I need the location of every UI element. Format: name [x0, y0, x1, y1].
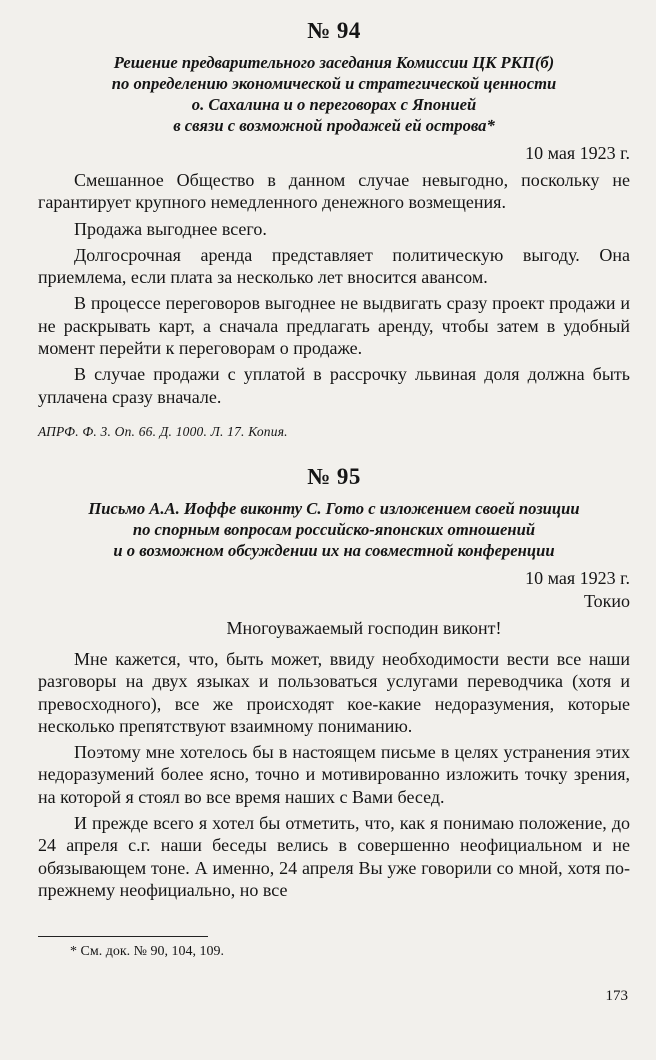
footnote: * См. док. № 90, 104, 109. [70, 944, 224, 959]
document-94 [38, 18, 630, 440]
doc-94-paragraph: Продажа выгоднее всего. [74, 218, 267, 239]
doc-95-title [44, 498, 624, 561]
doc-94-paragraph: Смешанное Общество в данном случае невыгодно, поскольку не гарантирует крупного немедленного денежного возмещения. [38, 170, 630, 213]
doc-95-paragraph: Мне кажется, что, быть может, ввиду необходимости вести все наши разговоры на двух языках и пользоваться услугами переводчика (хотя и превосходного), все же происходят кое-какие недоразумения, которые несколько препятствуют взаимному пониманию. [38, 648, 630, 736]
page-content [38, 0, 630, 901]
doc-95-title-line: по спорным вопросам российско-японских отношений [132, 519, 536, 539]
doc-94-date: 10 мая 1923 г. [525, 143, 630, 163]
document-95 [38, 464, 630, 901]
doc-94-title-line: о. Сахалина и о переговорах с Японией [191, 95, 477, 114]
doc-95-paragraph: Поэтому мне хотелось бы в настоящем письме в целях устранения этих недоразумений более ясно, точно и мотивированно изложить точку зрения, на которой я стоял во все время наших с Вами бесед. [38, 742, 630, 807]
doc-94-title-line: по определению экономической и стратегической ценности [111, 74, 557, 93]
doc-95-place: Токио [583, 590, 630, 611]
doc-94-title-line: Решение предварительного заседания Комиссии ЦК РКП(б) [113, 53, 555, 72]
doc-95-number: № 95 [307, 463, 361, 489]
doc-94-paragraph: В процессе переговоров выгоднее не выдвигать сразу проект продажи и не раскрывать карт, а сначала предлагать аренду, чтобы затем в удобный момент перейти к переговорам о продаже. [38, 293, 630, 359]
footnote-divider [38, 936, 208, 937]
doc-94-title-line: в связи с возможной продажей ей острова* [173, 116, 495, 135]
doc-94-paragraph: В случае продажи с уплатой в рассрочку львиная доля должна быть уплачена сразу вначале. [38, 364, 630, 407]
doc-94-archive-source: АПРФ. Ф. 3. Оп. 66. Д. 1000. Л. 17. Копия. [38, 423, 288, 439]
doc-95-date: 10 мая 1923 г. [525, 567, 630, 588]
doc-95-salutation: Многоуважаемый господин виконт! [226, 617, 502, 638]
doc-94-paragraph: Долгосрочная аренда представляет политическую выгоду. Она приемлема, если плата за несколько лет вносится авансом. [38, 244, 630, 288]
doc-95-title-line: и о возможном обсуждении их на совместной конференции [113, 540, 555, 560]
doc-95-paragraph: И прежде всего я хотел бы отметить, что, как я понимаю положение, до 24 апреля с.г. наши беседы велись в совершенно неофициальном и не обязывающем тоне. А именно, 24 апреля Вы уже говорили со мной, хотя по-прежнему неофициально, но все [38, 813, 630, 900]
page-number: 173 [605, 988, 628, 1004]
doc-95-title-line: Письмо А.А. Иоффе виконту С. Гото с изложением своей позиции [88, 498, 580, 518]
doc-94-title [44, 52, 624, 136]
doc-94-number: № 94 [307, 18, 361, 43]
